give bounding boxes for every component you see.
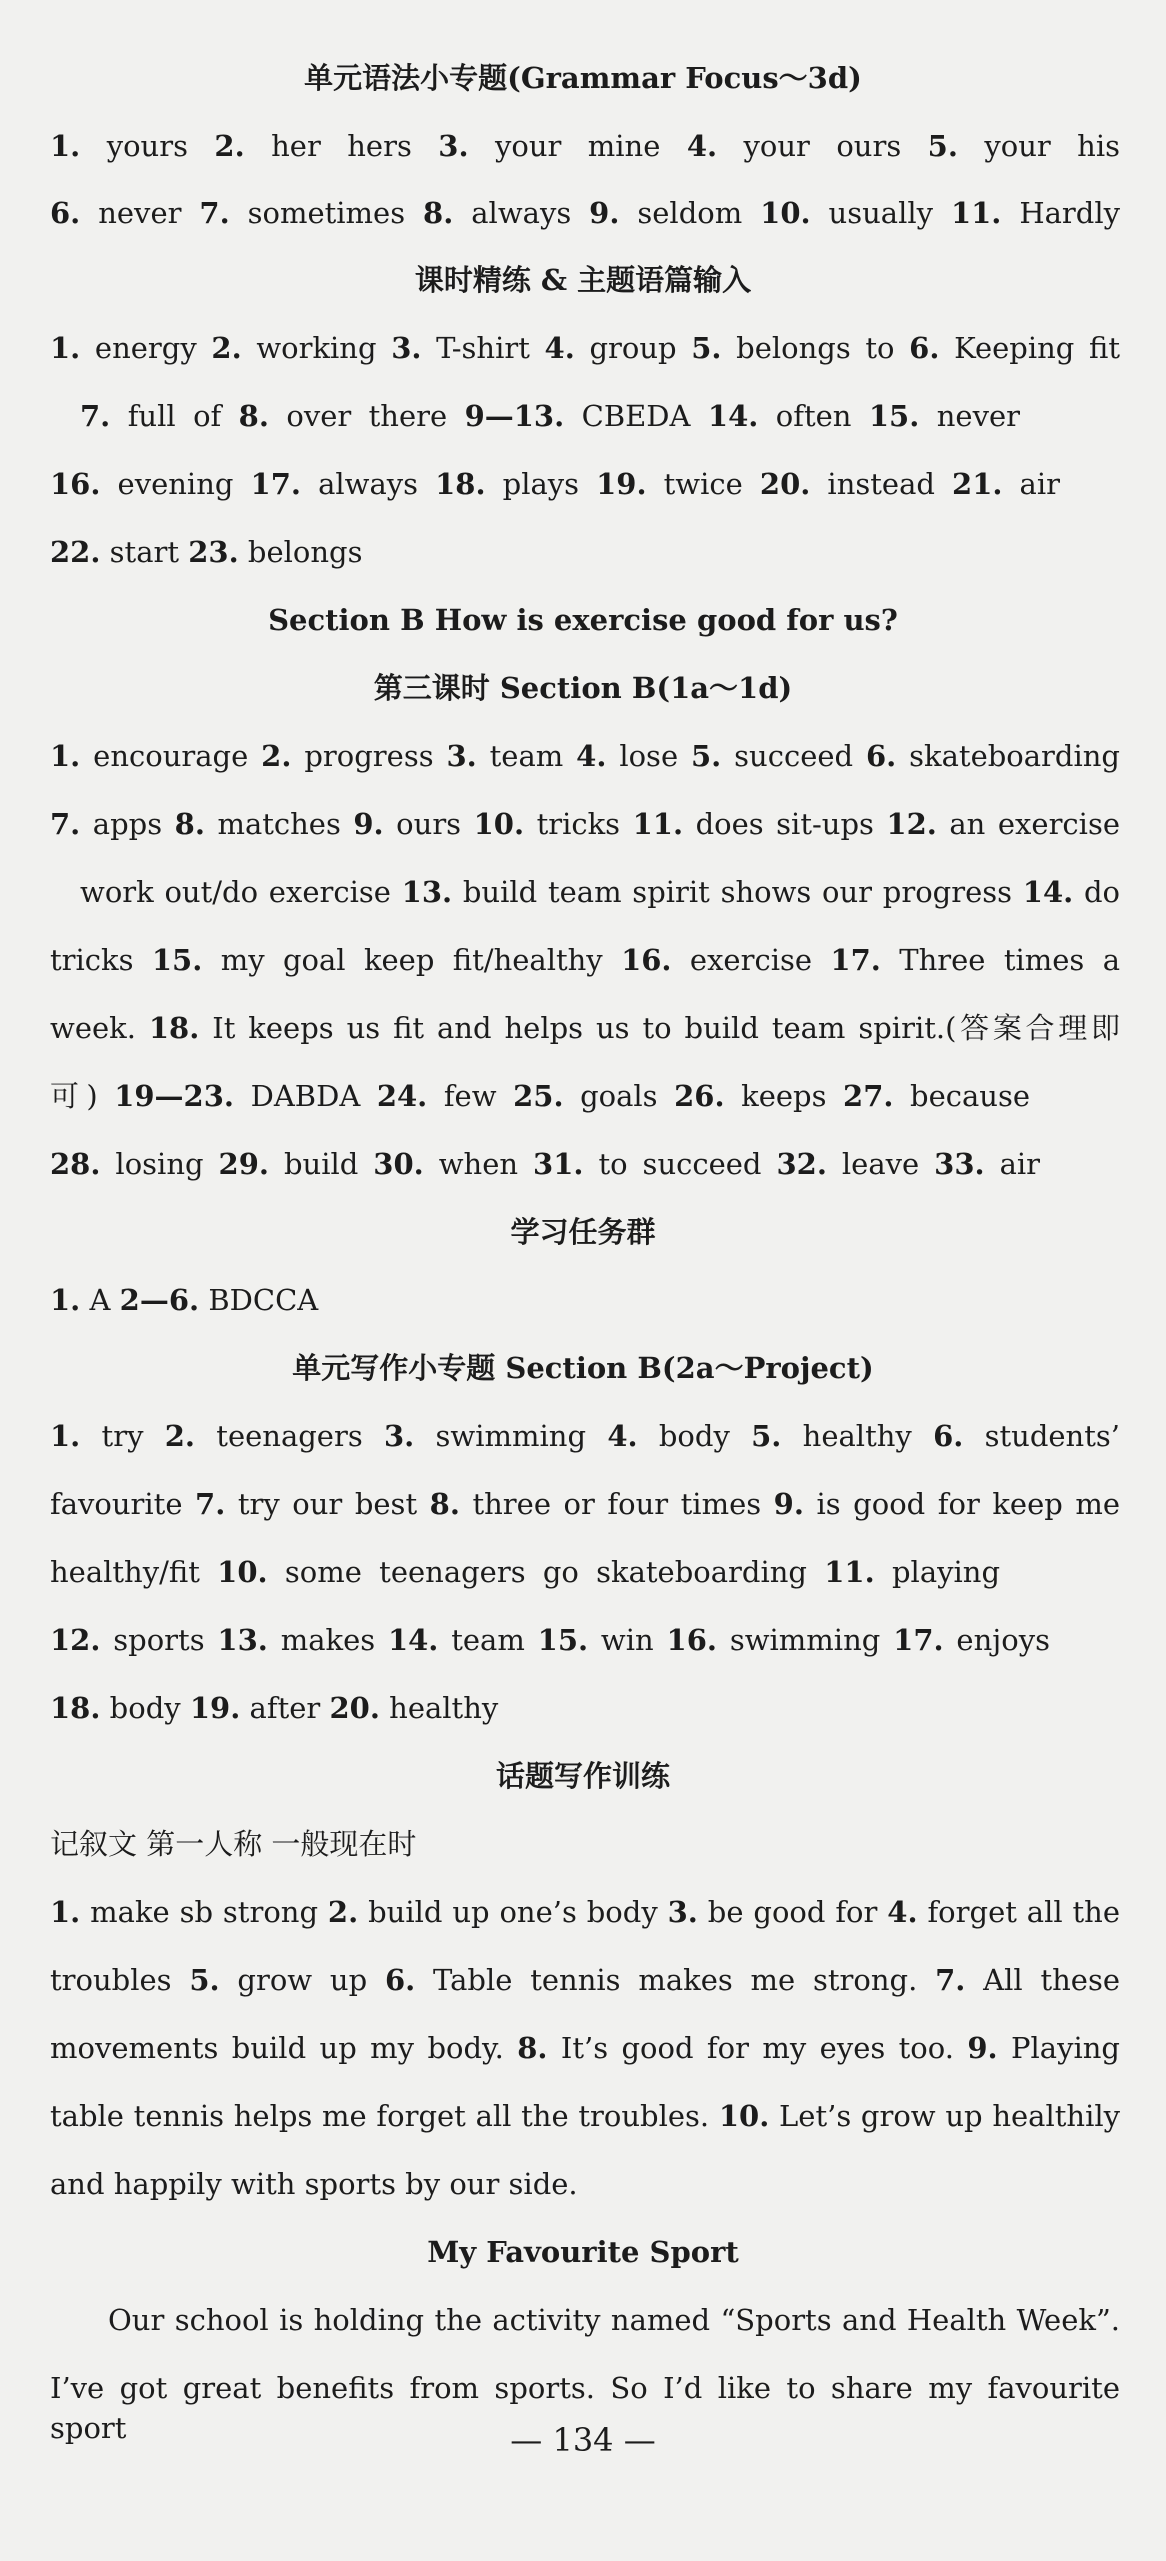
page-number: — 134 — [510,2421,656,2459]
answer-line: movements build up my body. 8. It’s good for my eyes too. 9. Playing [50,2031,1120,2065]
answer-line: 1. encourage 2. progress 3. team 4. lose 5. succeed 6. skateboarding [50,739,1120,773]
answer-line: work out/do exercise 13. build team spirit shows our progress 14. do [80,875,1121,909]
essay-title: My Favourite Sport [427,2235,739,2269]
answer-line: 7. apps 8. matches 9. ours 10. tricks 11. does sit-ups 12. an exercise [50,807,1120,841]
answer-line: healthy/fit 10. some teenagers go skateboarding 11. playing [50,1555,1001,1589]
answer-line: tricks 15. my goal keep fit/healthy 16. exercise 17. Three times a [50,943,1120,977]
answer-line: troubles 5. grow up 6. Table tennis makes me strong. 7. All these [50,1963,1121,1997]
essay-paragraph-line: Our school is holding the activity named “Sports and Health Week”. [108,2303,1120,2337]
answer-line: table tennis helps me forget all the troubles. 10. Let’s grow up healthily [50,2099,1120,2133]
answer-line: 7. full of 8. over there 9—13. CBEDA 14. often 15. never [80,399,1020,433]
essay-paragraph-line: I’ve got great benefits from sports. So I’d like to share my favourite sport [50,2371,1120,2445]
answer-line: 12. sports 13. makes 14. team 15. win 16. swimming 17. enjoys [50,1623,1050,1657]
heading-lesson-practice: 课时精练 & 主题语篇输入 [414,263,752,297]
answer-line: 1. yours 2. her hers 3. your mine 4. your ours 5. your his [50,129,1121,163]
answer-line: 1. make sb strong 2. build up one’s body 3. be good for 4. forget all the [50,1895,1120,1929]
answer-line: 18. body 19. after 20. healthy [50,1691,499,1725]
answer-line: 1. try 2. teenagers 3. swimming 4. body 5. healthy 6. students’ [50,1419,1120,1453]
answer-line: 16. evening 17. always 18. plays 19. twice 20. instead 21. air [50,467,1060,501]
heading-grammar-focus: 单元语法小专题(Grammar Focus～3d) [304,61,862,95]
heading-topic-writing: 话题写作训练 [495,1759,670,1793]
answer-line: and happily with sports by our side. [50,2167,578,2201]
heading-writing-topic: 单元写作小专题 Section B(2a～Project) [292,1351,874,1385]
heading-lesson3: 第三课时 Section B(1a～1d) [373,671,793,705]
answer-line: week. 18. It keeps us fit and helps us to build team spirit.(答案合理即 [50,1011,1120,1045]
answer-line: 可) 19—23. DABDA 24. few 25. goals 26. keeps 27. because [50,1079,1031,1113]
answer-line: 28. losing 29. build 30. when 31. to succeed 32. leave 33. air [50,1147,1040,1181]
answer-line: 1. energy 2. working 3. T-shirt 4. group 5. belongs to 6. Keeping fit [50,331,1120,365]
answer-line: favourite 7. try our best 8. three or four times 9. is good for keep me [50,1487,1120,1521]
heading-tasks: 学习任务群 [510,1215,656,1249]
heading-section-b: Section B How is exercise good for us? [268,603,898,637]
answer-line: 1. A 2—6. BDCCA [50,1283,319,1317]
answer-line: 22. start 23. belongs [50,535,363,569]
answer-line: 6. never 7. sometimes 8. always 9. seldom 10. usually 11. Hardly [50,196,1121,230]
writing-type-label: 记叙文 第一人称 一般现在时 [50,1827,417,1861]
